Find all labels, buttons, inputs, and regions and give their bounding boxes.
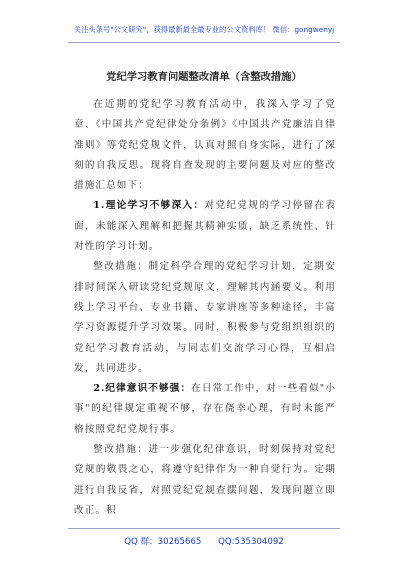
item-2-paragraph bbox=[74, 379, 336, 440]
item-1-paragraph bbox=[74, 196, 336, 257]
item-2-heading: 2.纪律意识不够强： bbox=[93, 383, 192, 395]
header-divider bbox=[68, 42, 340, 43]
item-1-measure: 整改措施：制定科学合理的党纪学习计划，定期安排时间深入研读党纪党规原文，理解其内涵要义。利用线上学习平台、专业书籍、专家讲座等多种途径，丰富学习资源提升学习效果。同时，积极参与党组织组织的党纪学习教育活动，与同志们交流学习心得，互相启发，共同进步。 bbox=[74, 261, 336, 374]
item-2-measure: 整改措施：进一步强化纪律意识，时刻保持对党纪党规的敬畏之心，将遵守纪律作为一种自觉行为。定期进行自我反省，对照党纪党规查摆问题，发现问题立即改正。积 bbox=[74, 444, 336, 516]
footer-divider bbox=[68, 528, 340, 529]
footer-qq: QQ:535304092 bbox=[218, 537, 284, 547]
document-body bbox=[74, 95, 336, 521]
header-notice: 关注头条号"公文研究"，获得最新最全最专业的公文资料库！ 微信：gongwenyj bbox=[73, 25, 335, 34]
document-title: 党纪学习教育问题整改清单（含整改措施） bbox=[106, 71, 302, 83]
footer-contact bbox=[0, 535, 408, 547]
item-2-problem: 在日常工作中，对一些看似"小事"的纪律规定重视不够，存在侥幸心理，有时未能严格按照党纪党规行事。 bbox=[74, 383, 337, 435]
footer-qq-group: QQ 群：30265665 bbox=[124, 537, 202, 547]
item-1-problem: 对党纪党规的学习停留在表面，未能深入理解和把握其精神实质，缺乏系统性、针对性的学习计划。 bbox=[74, 200, 336, 253]
intro-paragraph: 在近期的党纪学习教育活动中，我深入学习了党章、《中国共产党纪律处分条例》《中国共产党廉洁自律准则》等党纪党规文件，认真对照自身实际，进行了深刻的自我反思。现将自查发现的主要问题及对应的整改措施汇总如下： bbox=[74, 99, 336, 192]
item-1-heading: 1.理论学习不够深入： bbox=[93, 200, 205, 212]
